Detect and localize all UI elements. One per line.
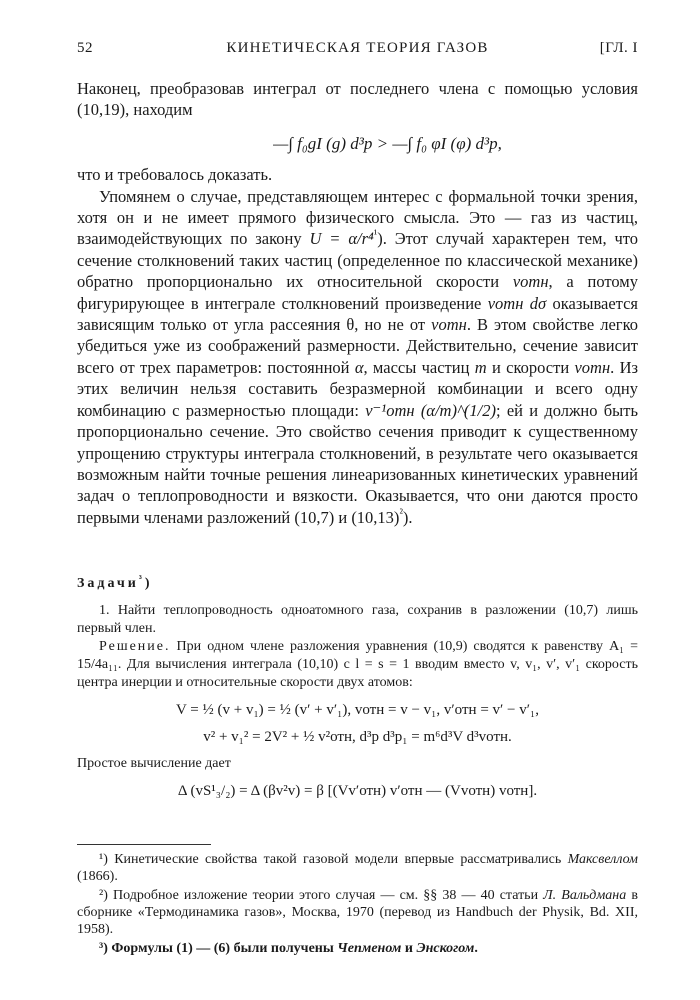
formula-inequality: —∫ f₀gI (g) d³p > —∫ f₀ φI (φ) d³p, bbox=[273, 133, 502, 153]
footnote-3 bbox=[77, 940, 638, 957]
author-name: Чепменом bbox=[337, 941, 402, 956]
problems-section bbox=[77, 575, 638, 809]
running-title: КИНЕТИЧЕСКАЯ ТЕОРИЯ ГАЗОВ bbox=[226, 40, 489, 56]
footnote-mark: ³) bbox=[99, 941, 108, 956]
equation-3: Δ (vS¹₃/₂) = Δ (βv²v) = β [(Vv′отн) v′отн — (Vvотн) vотн]. bbox=[177, 783, 538, 799]
footnote-text: Кинетические свойства такой газовой модели впервые рассматривались bbox=[114, 852, 568, 867]
text-run: ). bbox=[402, 507, 413, 527]
relative-velocity: vотн bbox=[574, 357, 611, 377]
text-run: ; ей и должно быть пропорционально сечение. Это свойство сечения приводит к существенному упрощению структуры интеграла столкновений, в результате чего оказывается возможным найти точные решения линеаризованных кинетических уравнений задач о теплопроводности и вязкости. Оказывается, что они даются просто первыми членами разложений (10,7) и (10,13) bbox=[77, 400, 638, 527]
solution-label: Решение. bbox=[99, 639, 171, 654]
footnote-ref-3: ³ bbox=[138, 573, 145, 585]
text-run: и скорости bbox=[486, 357, 575, 377]
relative-velocity: vотн bbox=[431, 315, 467, 335]
footnote-mark: ²) bbox=[99, 888, 108, 903]
interaction-law: U = α/r⁴ bbox=[309, 229, 374, 249]
text-run: , а потому фигурирующее в интеграле столкновений произведение bbox=[77, 272, 638, 313]
footnote-mark: ¹) bbox=[99, 852, 108, 867]
main-text bbox=[77, 78, 638, 528]
footnote-ref-1: ¹ bbox=[373, 228, 378, 241]
author-name: Энскогом bbox=[416, 941, 475, 956]
running-header bbox=[77, 40, 638, 62]
alpha-symbol: α bbox=[354, 357, 364, 377]
text-run: оказывается зависящим только от угла рассеяния θ, но не от bbox=[77, 293, 638, 335]
problem-1: 1. Найти теплопроводность одноатомного газа, сохранив в разложении (10,7) лишь первый член. bbox=[77, 603, 638, 636]
area-combination: v⁻¹отн (α/m)^(1/2) bbox=[365, 400, 496, 420]
footnote-text: . bbox=[474, 941, 478, 956]
author-name: Л. Вальдмана bbox=[543, 888, 627, 903]
footnote-text: в сборнике «Термодинамика газов», Москва, 1970 (перевод из Handbuch der Physik, Bd. XII, 1958). bbox=[77, 888, 638, 937]
text-run: ). Этот случай характерен тем, что сечение столкновений таких частиц (определенное по классической механике) обратно пропорционально их относительной скорости bbox=[77, 229, 639, 292]
author-name: Максвеллом bbox=[567, 852, 638, 867]
equation-1: V = ½ (v + v₁) = ½ (v′ + v′₁), vотн = v − v₁, v′отн = v′ − v′₁, bbox=[175, 702, 540, 718]
footnote-divider bbox=[77, 844, 211, 845]
equation-2: v² + v₁² = 2V² + ½ v²отн, d³p d³p₁ = m⁶d³V d³vотн. bbox=[203, 729, 512, 745]
footnote-text: и bbox=[401, 941, 417, 956]
footnotes bbox=[77, 851, 638, 959]
text-run: . В этом свойстве легко убедиться уже из соображений размерности. Действительно, сечение зависит всего от трех параметров: постоянной bbox=[77, 315, 638, 377]
mass-symbol: m bbox=[474, 357, 487, 377]
solution-text: При одном члене разложения уравнения (10,9) сводятся к равенству A₁ = 15/4a₁₁. Для вычисления интеграла (10,10) с l = s = 1 вводим вместо v, v₁, v′, v′₁ скорость центра инерции и относительные скорости двух атомов: bbox=[77, 639, 638, 690]
text-run: . Из этих величин нельзя составить безразмерной комбинации и всего одну комбинацию с размерностью площади: bbox=[77, 357, 639, 420]
heading-text: Задачи bbox=[77, 576, 139, 591]
problems-heading: Задачи$^{^3}$) bbox=[77, 573, 153, 591]
chapter-label: [ГЛ. I bbox=[599, 40, 638, 56]
footnote-2 bbox=[77, 887, 638, 938]
text-run: , массы частиц bbox=[363, 357, 475, 377]
relative-velocity: vотн bbox=[512, 272, 549, 292]
velocity-cross-section: vотн dσ bbox=[487, 293, 547, 313]
paragraph-2: что и требовалось доказать. bbox=[77, 165, 273, 185]
solution bbox=[77, 638, 638, 692]
paragraph-1: Наконец, преобразовав интеграл от последнего члена с помощью условия (10,19), находим bbox=[77, 79, 638, 120]
simple-calc-text: Простое вычисление дает bbox=[77, 756, 231, 771]
footnote-text: (1866). bbox=[77, 869, 118, 884]
text-run: Упомянем о случае, представляющем интерес с формальной точки зрения, хотя он и не имеет прямого физического смысла. Это — газ из частиц, взаимодействующих по закону bbox=[77, 186, 638, 249]
footnote-ref-2: ² bbox=[399, 507, 403, 520]
paragraph-3 bbox=[77, 186, 638, 529]
footnote-text: Формулы (1) — (6) были получены bbox=[111, 941, 338, 956]
footnote-1 bbox=[77, 851, 638, 885]
page-number: 52 bbox=[77, 40, 93, 56]
footnote-text: Подробное изложение теории этого случая — см. §§ 38 — 40 статьи bbox=[112, 888, 544, 903]
